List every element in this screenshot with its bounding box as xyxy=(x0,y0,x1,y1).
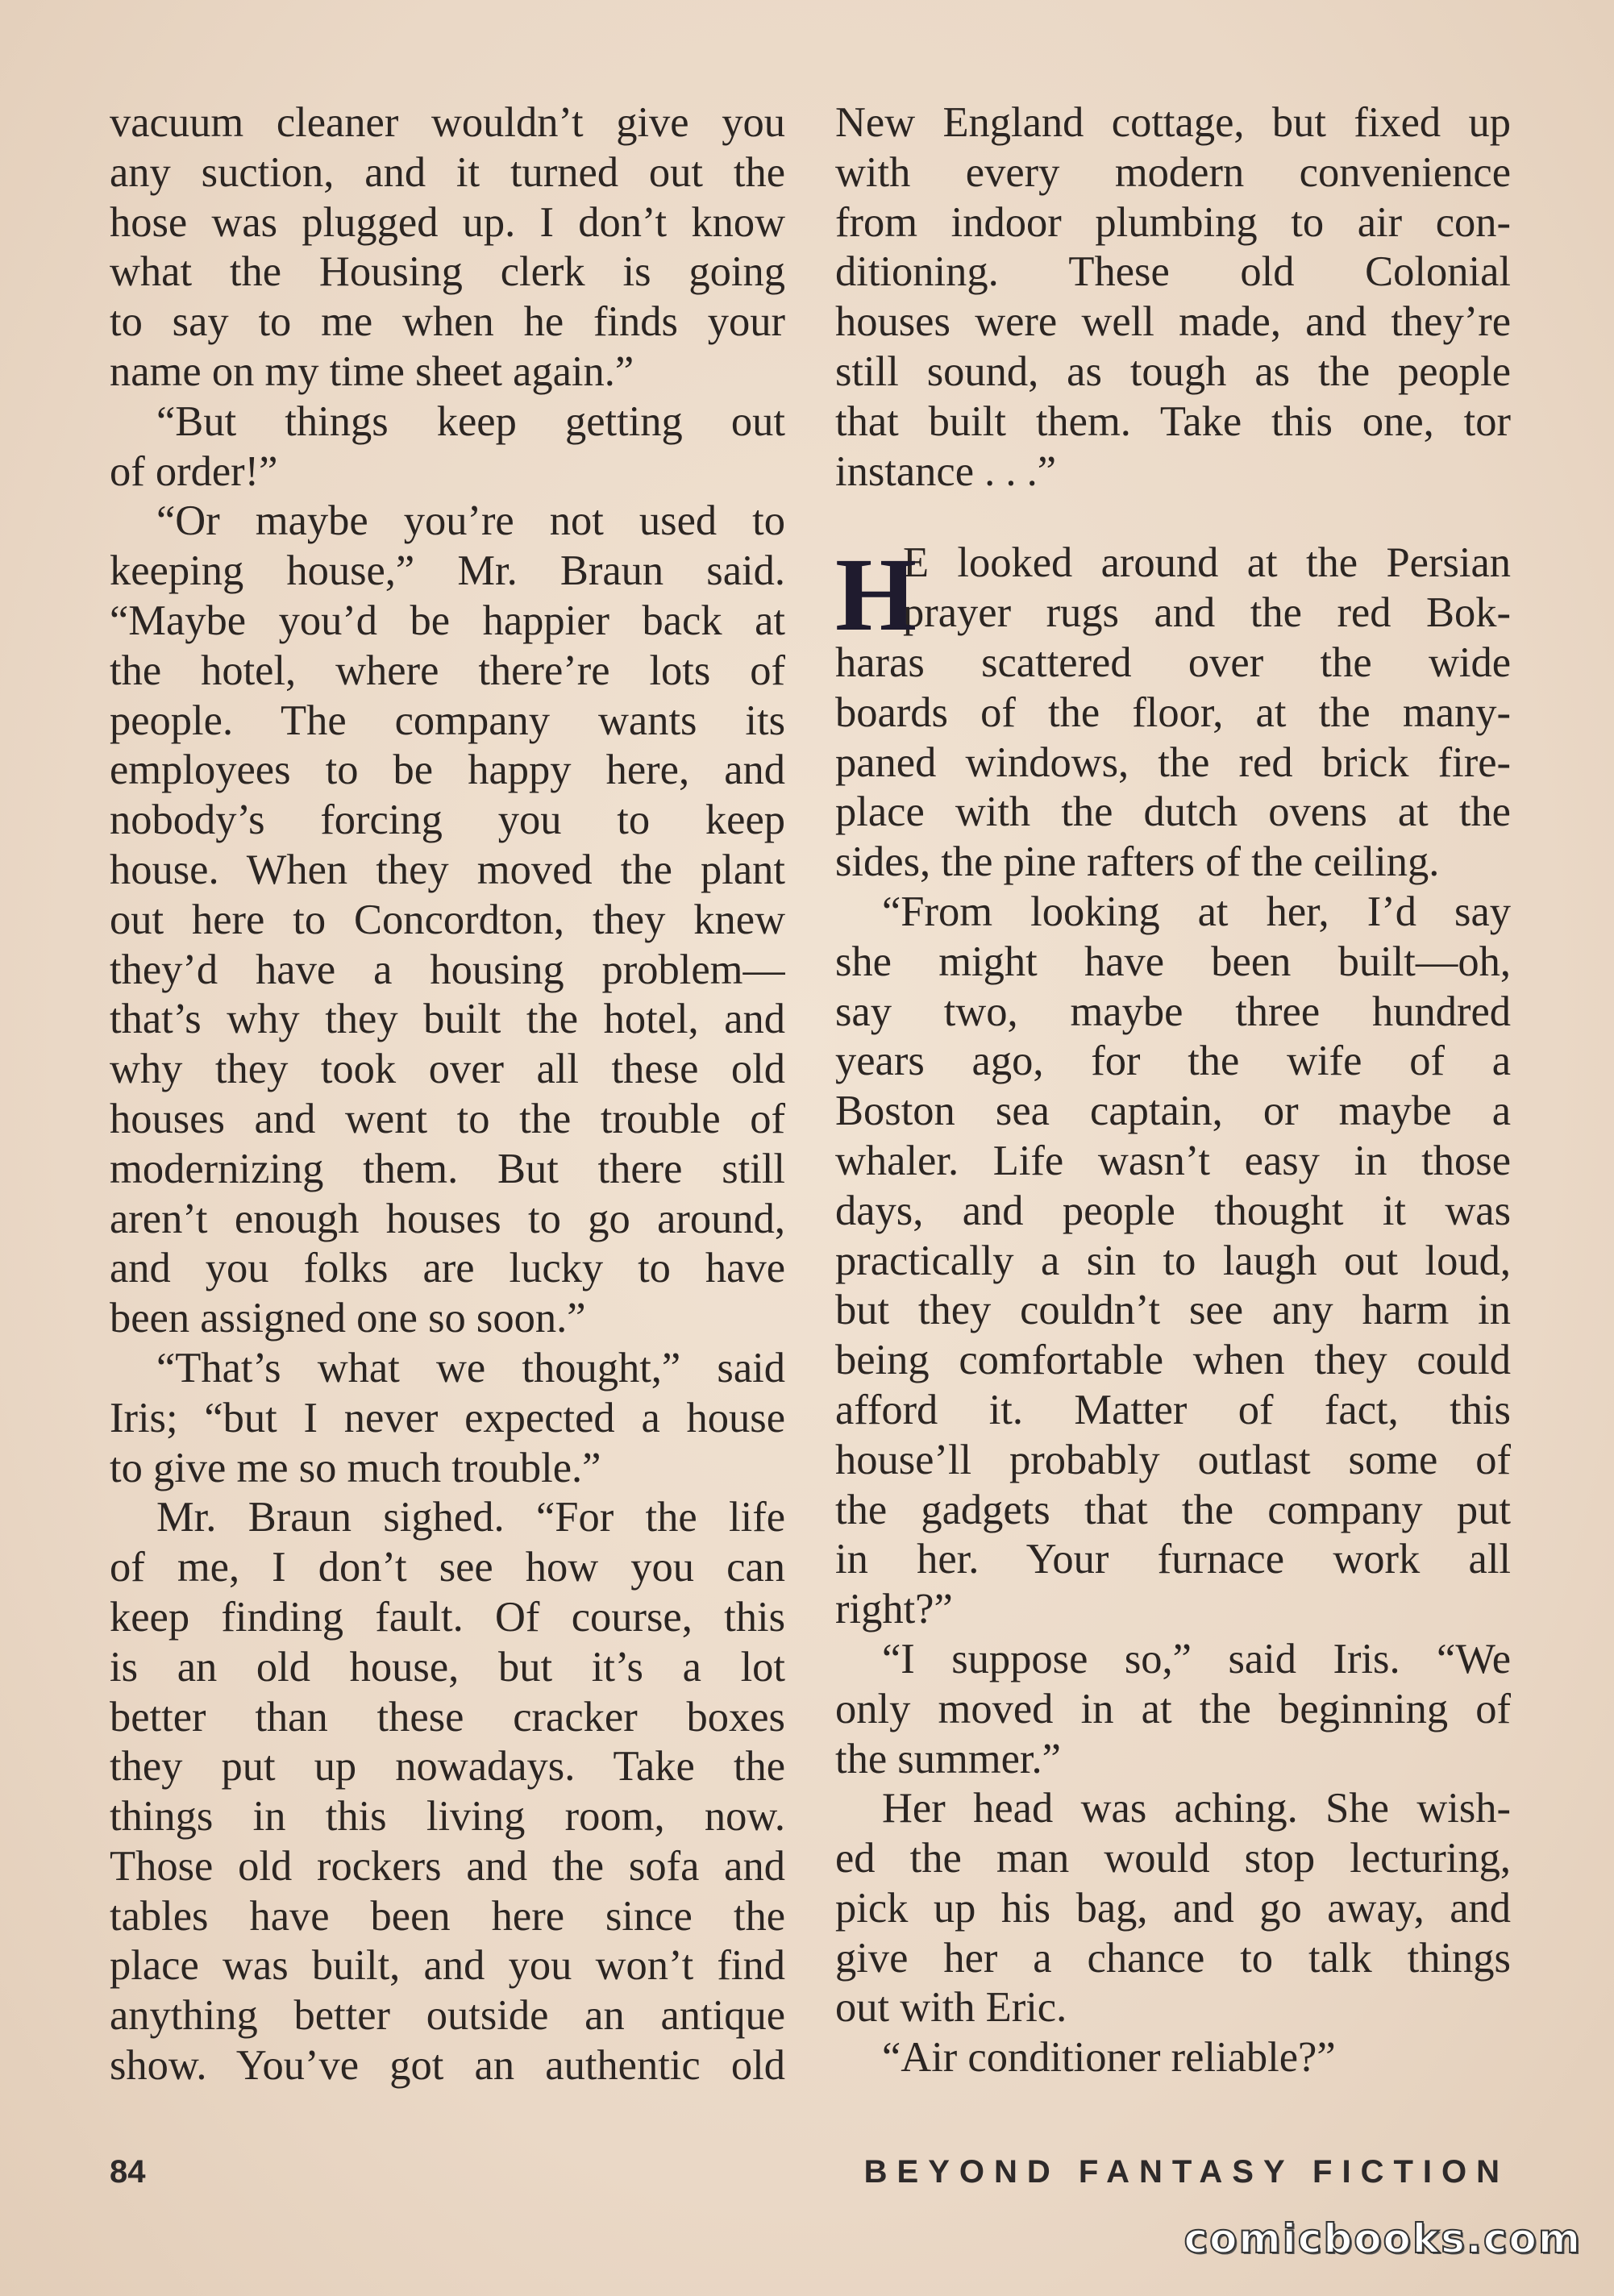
text-line: afford it. Matter of fact, this xyxy=(835,1386,1511,1433)
text-line: “Maybe you’d be happier back at xyxy=(110,597,785,644)
text-line: with every modern convenience xyxy=(835,148,1511,196)
text-line: employees to be happy here, and xyxy=(110,747,785,794)
dropcap-paragraph xyxy=(835,537,1511,654)
text-line: “Air conditioner reliable?” xyxy=(882,2034,1336,2082)
left-text-column xyxy=(110,98,785,2091)
text-line: name on my time sheet again.” xyxy=(110,347,634,395)
text-line: place with the dutch ovens at the xyxy=(835,788,1511,836)
text-line: years ago, for the wife of a xyxy=(835,1038,1511,1085)
text-line: been assigned one so soon.” xyxy=(110,1295,586,1342)
text-line: pick up his bag, and go away, and xyxy=(835,1884,1511,1932)
text-line: to give me so much trouble.” xyxy=(110,1444,601,1491)
text-line: they put up nowadays. Take the xyxy=(110,1743,785,1791)
text-line: anything better outside an antique xyxy=(110,1992,785,2040)
text-line: boards of the floor, at the many- xyxy=(835,688,1511,736)
text-line: ed the man would stop lecturing, xyxy=(835,1835,1511,1882)
text-line: things in this living room, now. xyxy=(110,1793,785,1841)
text-line: keeping house,” Mr. Braun said. xyxy=(110,547,785,595)
text-line: paned windows, the red brick fire- xyxy=(835,738,1511,786)
text-line: what the Housing clerk is going xyxy=(110,248,785,296)
text-line: out here to Concordton, they knew xyxy=(110,896,785,943)
text-line: place was built, and you won’t find xyxy=(110,1942,785,1990)
text-line: keep finding fault. Of course, this xyxy=(110,1593,785,1641)
text-line: Iris; “but I never expected a house xyxy=(110,1394,785,1441)
text-line: “From looking at her, I’d say xyxy=(882,888,1511,935)
page-footer xyxy=(110,2154,1509,2202)
magazine-title: BEYOND FANTASY FICTION xyxy=(863,2154,1509,2190)
text-line: still sound, as tough as the people xyxy=(835,347,1511,395)
text-line: house’ll probably outlast some of xyxy=(835,1436,1511,1483)
text-line: the gadgets that the company put xyxy=(835,1486,1511,1533)
text-line: and you folks are lucky to have xyxy=(110,1245,785,1292)
text-line: show. You’ve got an authentic old xyxy=(110,2042,785,2090)
text-line: that’s why they built the hotel, and xyxy=(110,996,785,1043)
text-line: give her a chance to talk things xyxy=(835,1934,1511,1982)
drop-cap-letter: H xyxy=(835,537,917,654)
text-line: Her head was aching. She wish- xyxy=(882,1785,1511,1832)
text-line: right?” xyxy=(835,1586,953,1633)
text-line: “That’s what we thought,” said xyxy=(156,1344,785,1391)
text-line: “I suppose so,” said Iris. “We xyxy=(882,1635,1511,1682)
text-line: they’d have a housing problem— xyxy=(110,946,785,993)
text-line: sides, the pine rafters of the ceiling. xyxy=(835,838,1440,886)
page-number: 84 xyxy=(110,2154,146,2190)
text-line: the hotel, where there’re lots of xyxy=(110,647,785,694)
text-line: tables have been here since the xyxy=(110,1892,785,1940)
text-line: practically a sin to laugh out loud, xyxy=(835,1237,1511,1284)
text-line: New England cottage, but fixed up xyxy=(835,99,1511,146)
text-line: ditioning. These old Colonial xyxy=(835,248,1511,296)
text-line: out with Eric. xyxy=(835,1984,1067,2032)
text-line: say two, maybe three hundred xyxy=(835,988,1511,1035)
text-line: being comfortable when they could xyxy=(835,1337,1511,1384)
text-line: instance . . .” xyxy=(835,447,1057,495)
text-line: people. The company wants its xyxy=(110,697,785,744)
text-line: but they couldn’t see any harm in xyxy=(835,1287,1511,1334)
text-line: only moved in at the beginning of xyxy=(835,1685,1511,1732)
text-line: aren’t enough houses to go around, xyxy=(110,1195,785,1242)
text-line: E looked around at the Persian xyxy=(903,539,1511,587)
text-line: better than these cracker boxes xyxy=(110,1693,785,1741)
text-line: to say to me when he finds your xyxy=(110,298,785,346)
text-line: nobody’s forcing you to keep xyxy=(110,797,785,844)
text-line: house. When they moved the plant xyxy=(110,846,785,893)
text-line: haras scattered over the wide xyxy=(835,638,1511,686)
text-line: vacuum cleaner wouldn’t give you xyxy=(110,99,785,146)
text-line: from indoor plumbing to air con- xyxy=(835,198,1511,246)
text-line: modernizing them. But there still xyxy=(110,1145,785,1192)
watermark: comicbooks.com xyxy=(1183,2215,1582,2262)
text-line: houses were well made, and they’re xyxy=(835,298,1511,346)
text-line: Mr. Braun sighed. “For the life xyxy=(156,1494,785,1541)
text-line: why they took over all these old xyxy=(110,1046,785,1093)
text-line: is an old house, but it’s a lot xyxy=(110,1643,785,1691)
text-line: in her. Your furnace work all xyxy=(835,1536,1511,1583)
text-line: “But things keep getting out xyxy=(156,397,785,445)
text-line: hose was plugged up. I don’t know xyxy=(110,198,785,246)
text-line: prayer rugs and the red Bok- xyxy=(903,589,1511,637)
text-line: of order!” xyxy=(110,447,278,495)
text-line: Those old rockers and the sofa and xyxy=(110,1842,785,1890)
section-break xyxy=(835,497,1511,539)
text-line: Boston sea captain, or maybe a xyxy=(835,1088,1511,1135)
text-line: she might have been built—oh, xyxy=(835,938,1511,985)
text-line: that built them. Take this one, tor xyxy=(835,397,1511,445)
text-line: houses and went to the trouble of xyxy=(110,1095,785,1142)
right-text-column xyxy=(835,98,1511,2083)
text-line: days, and people thought it was xyxy=(835,1187,1511,1234)
text-line: the summer.” xyxy=(835,1735,1061,1782)
text-line: whaler. Life wasn’t easy in those xyxy=(835,1137,1511,1184)
text-line: “Or maybe you’re not used to xyxy=(156,497,785,545)
text-line: of me, I don’t see how you can xyxy=(110,1544,785,1591)
text-line: any suction, and it turned out the xyxy=(110,148,785,196)
